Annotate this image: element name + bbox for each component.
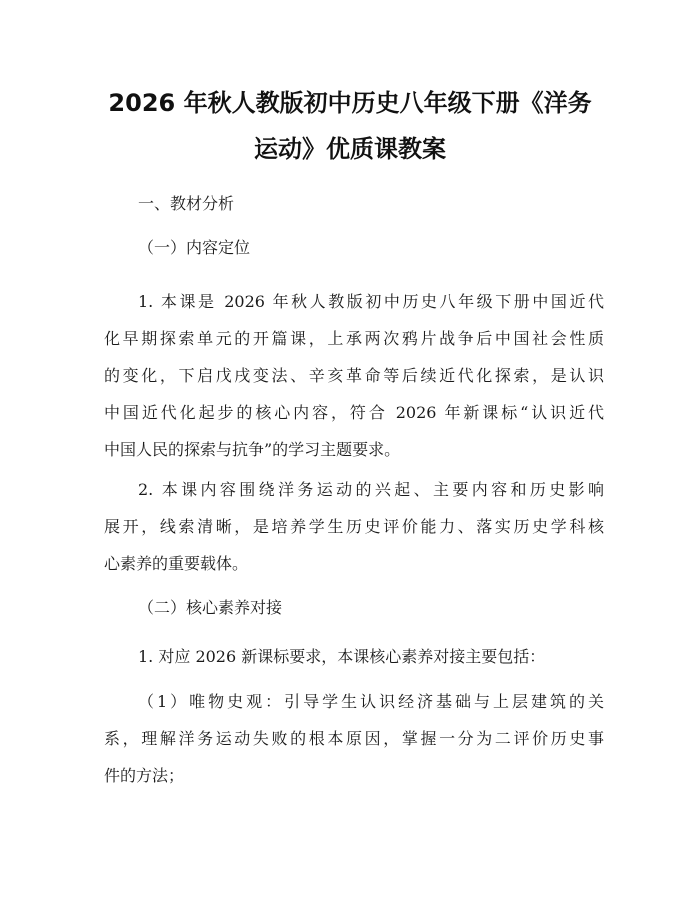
paragraph-2 — [104, 471, 604, 582]
paragraph-4-line: （1）唯物史观：引导学生认识经济基础与上层建筑的关 — [138, 692, 604, 711]
paragraph-4-line: 系，理解洋务运动失败的根本原因，掌握一分为二评价历史事 — [104, 729, 604, 748]
paragraph-2-line: 心素养的重要载体。 — [104, 554, 249, 573]
document-title-line-2: 运动》优质课教案 — [254, 135, 446, 163]
paragraph-4-line: 件的方法； — [104, 766, 185, 785]
document-title-line-1: 2026 年秋人教版初中历史八年级下册《洋务 — [108, 89, 592, 117]
section-heading-textbook-analysis: 一、教材分析 — [138, 194, 235, 213]
paragraph-1-line: 中国近代化起步的核心内容，符合 2026 年新课标“认识近代 — [104, 403, 604, 422]
paragraph-3 — [104, 638, 604, 675]
paragraph-2-line: 2. 本课内容围绕洋务运动的兴起、主要内容和历史影响 — [138, 480, 604, 499]
subsection-heading-content-positioning: （一）内容定位 — [138, 238, 251, 257]
paragraph-3-line: 1. 对应 2026 新课标要求，本课核心素养对接主要包括： — [138, 647, 546, 666]
paragraph-1-line: 的变化，下启戊戌变法、辛亥革命等后续近代化探索，是认识 — [104, 366, 604, 385]
paragraph-1-line: 中国人民的探索与抗争”的学习主题要求。 — [104, 440, 401, 459]
paragraph-1-line: 化早期探索单元的开篇课，上承两次鸦片战争后中国社会性质 — [104, 329, 604, 348]
paragraph-2-line: 展开，线索清晰，是培养学生历史评价能力、落实历史学科核 — [104, 517, 604, 536]
paragraph-1 — [104, 283, 604, 468]
paragraph-4 — [104, 683, 604, 794]
subsection-heading-core-literacy: （二）核心素养对接 — [138, 598, 283, 617]
paragraph-1-line: 1. 本课是 2026 年秋人教版初中历史八年级下册中国近代 — [138, 292, 604, 311]
